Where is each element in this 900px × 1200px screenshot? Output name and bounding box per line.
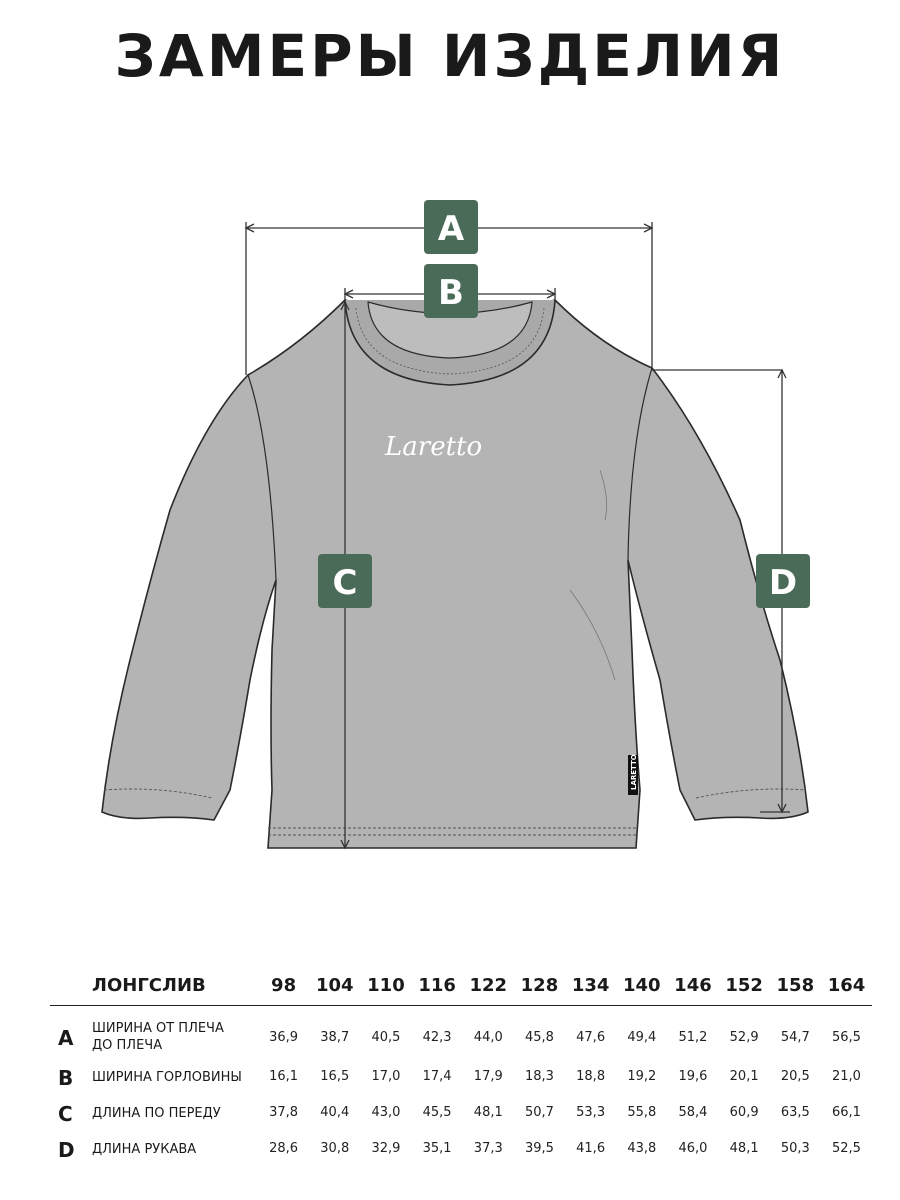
size-header: 128 [520, 975, 559, 996]
cell: 20,1 [729, 1069, 759, 1084]
size-header: 110 [367, 975, 405, 996]
cell: 37,8 [269, 1105, 299, 1120]
cell: 41,6 [576, 1141, 606, 1156]
cell: 60,9 [729, 1105, 759, 1120]
row-letter: B [58, 1066, 74, 1090]
badge-b [424, 264, 478, 318]
cell: 17,0 [371, 1069, 401, 1084]
table-row [50, 1012, 872, 1060]
svg-text:A: A [437, 209, 465, 249]
cell: 36,9 [269, 1030, 299, 1045]
cell: 43,8 [627, 1141, 657, 1156]
cell: 32,9 [371, 1141, 401, 1156]
cell: 35,1 [422, 1141, 452, 1156]
size-header: 122 [469, 975, 508, 996]
row-values [258, 1069, 872, 1084]
row-letter: A [58, 1026, 74, 1050]
row-letter: D [58, 1138, 75, 1162]
cell: 50,7 [524, 1105, 554, 1120]
size-header: 146 [674, 975, 712, 996]
size-table-header [50, 965, 872, 1006]
cell: 45,8 [524, 1030, 554, 1045]
row-label: ДЛИНА ПО ПЕРЕДУ [92, 1106, 221, 1121]
size-header: 104 [315, 975, 354, 996]
longsleeve-drawing [102, 300, 808, 848]
table-row [50, 1132, 872, 1168]
cell: 48,1 [473, 1105, 503, 1120]
cell: 58,4 [678, 1105, 708, 1120]
size-header: 134 [571, 975, 610, 996]
cell: 40,4 [320, 1105, 350, 1120]
table-row [50, 1060, 872, 1096]
row-label: ДЛИНА РУКАВА [92, 1142, 197, 1157]
cell: 39,5 [524, 1141, 554, 1156]
badge-c [318, 554, 372, 608]
row-values [258, 1105, 872, 1120]
row-values [258, 1030, 872, 1045]
row-label [92, 1020, 272, 1054]
size-header: 158 [776, 975, 815, 996]
cell: 19,2 [627, 1069, 657, 1084]
cell: 19,6 [678, 1069, 708, 1084]
cell: 18,8 [576, 1069, 606, 1084]
size-header: 140 [623, 975, 661, 996]
garment-illustration [0, 180, 900, 880]
cell: 63,5 [780, 1105, 810, 1120]
cell: 52,9 [729, 1030, 759, 1045]
cell: 66,1 [832, 1105, 861, 1120]
size-headers [258, 975, 872, 996]
badge-d [756, 554, 810, 608]
cell: 42,3 [422, 1030, 452, 1045]
size-table [50, 965, 872, 1168]
page-title: ЗАМЕРЫ ИЗДЕЛИЯ [114, 22, 786, 90]
svg-text:B: B [438, 273, 464, 313]
cell: 55,8 [627, 1105, 657, 1120]
cell: 17,4 [422, 1069, 452, 1084]
row-label: ШИРИНА ГОРЛОВИНЫ [92, 1070, 242, 1085]
cell: 49,4 [627, 1030, 657, 1045]
cell: 28,6 [269, 1141, 299, 1156]
cell: 48,1 [729, 1141, 759, 1156]
cell: 21,0 [832, 1069, 861, 1084]
cell: 53,3 [576, 1105, 606, 1120]
side-tag: LARETTO [630, 754, 638, 790]
cell: 16,5 [320, 1069, 350, 1084]
cell: 43,0 [371, 1105, 401, 1120]
row-label-line: ШИРИНА ОТ ПЛЕЧА [92, 1021, 224, 1036]
row-letter: C [58, 1102, 73, 1126]
brand-logo: Laretto [385, 432, 483, 462]
cell: 46,0 [678, 1141, 708, 1156]
cell: 44,0 [473, 1030, 503, 1045]
cell: 17,9 [473, 1069, 503, 1084]
table-row [50, 1096, 872, 1132]
cell: 20,5 [780, 1069, 810, 1084]
size-header: 98 [271, 975, 297, 996]
cell: 16,1 [269, 1069, 299, 1084]
cell: 54,7 [780, 1030, 810, 1045]
size-header: 164 [827, 975, 866, 996]
cell: 56,5 [832, 1030, 861, 1045]
cell: 52,5 [832, 1141, 861, 1156]
cell: 50,3 [780, 1141, 810, 1156]
cell: 40,5 [371, 1030, 401, 1045]
product-name: ЛОНГСЛИВ [92, 975, 206, 996]
cell: 38,7 [320, 1030, 350, 1045]
cell: 47,6 [576, 1030, 606, 1045]
cell: 37,3 [473, 1141, 503, 1156]
size-header: 116 [418, 975, 456, 996]
cell: 30,8 [320, 1141, 350, 1156]
badge-a [424, 200, 478, 254]
svg-text:C: C [332, 563, 358, 603]
cell: 45,5 [422, 1105, 452, 1120]
row-values [258, 1141, 872, 1156]
svg-text:D: D [768, 563, 798, 603]
cell: 18,3 [524, 1069, 554, 1084]
row-label-line: ДО ПЛЕЧА [92, 1038, 163, 1053]
size-header: 152 [725, 975, 763, 996]
cell: 51,2 [678, 1030, 708, 1045]
